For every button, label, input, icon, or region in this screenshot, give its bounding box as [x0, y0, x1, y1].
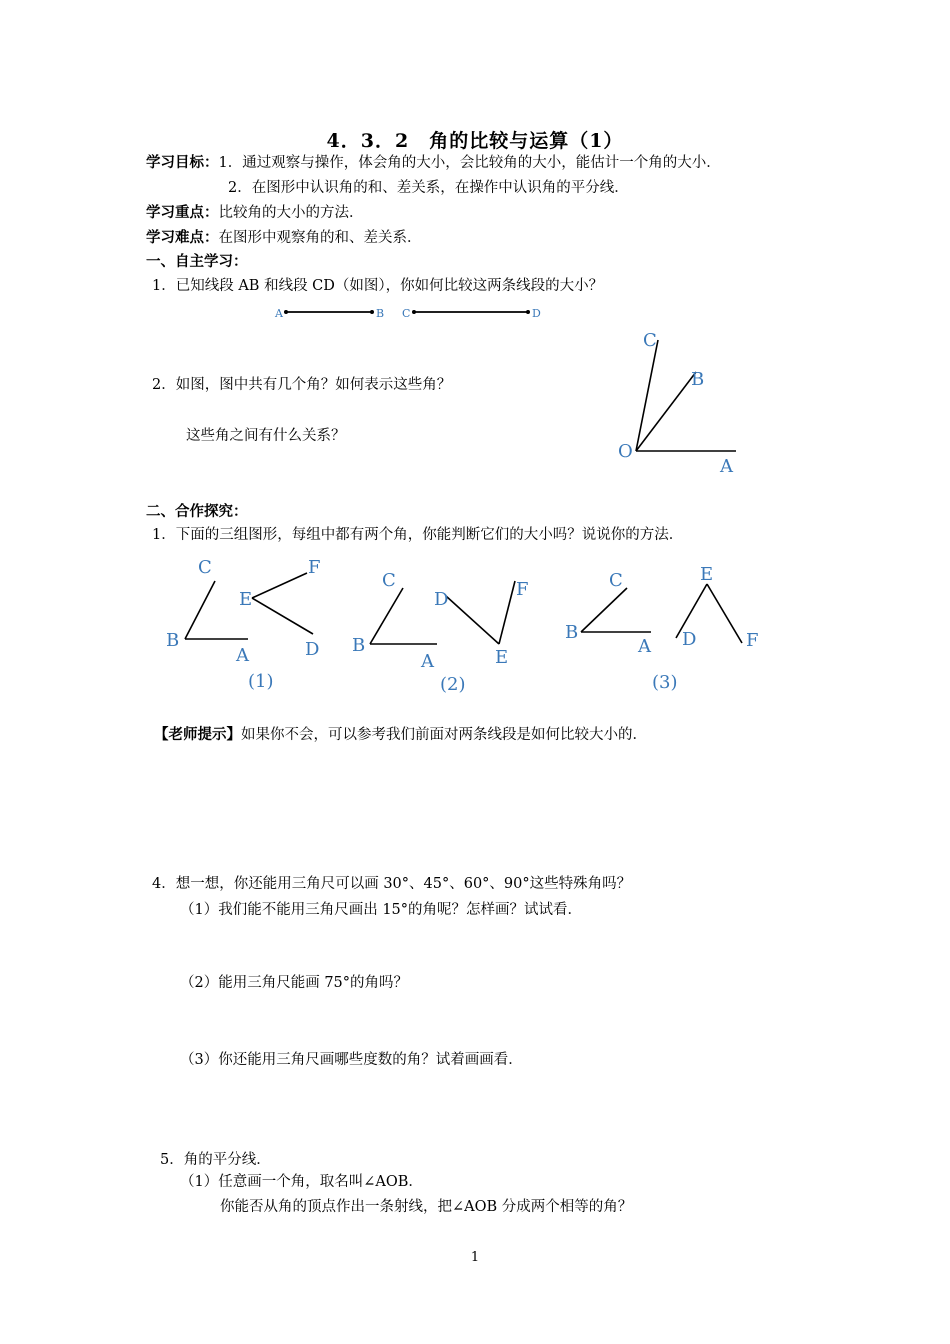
difficulty-text: 在图形中观察角的和、差关系． — [218, 230, 422, 246]
group1-label-e: E — [239, 589, 253, 610]
ray-oc — [636, 340, 658, 451]
angle-group-1 — [166, 557, 321, 692]
group3-label-c: C — [609, 570, 623, 591]
page-title: 4．3．2 角的比较与运算（1） — [326, 130, 624, 152]
group2-ray-ed — [446, 596, 499, 644]
group2-label-d: D — [434, 589, 449, 610]
difficulty-label: 学习难点： — [146, 229, 219, 246]
group1-ray-ef — [252, 573, 307, 598]
difficulty-line — [146, 228, 422, 248]
group2-caption: (2) — [440, 674, 466, 695]
rays-figure — [610, 322, 750, 478]
section2-q1: 1．下面的三组图形，每组中都有两个角，你能判断它们的大小吗？说说你的方法． — [152, 527, 684, 543]
group2-label-b: B — [352, 635, 366, 656]
segments-figure — [270, 300, 560, 326]
group1-caption: (1) — [248, 671, 274, 692]
teacher-tip-text: 如果你不会，可以参考我们前面对两条线段是如何比较大小的． — [241, 727, 647, 743]
point-d — [526, 310, 530, 314]
q4-sub2: （2）能用三角尺能画 75°的角吗？ — [180, 975, 409, 991]
section2-heading: 二、合作探究： — [146, 503, 248, 520]
angle-group-3 — [565, 564, 759, 693]
group2-label-a: A — [421, 651, 434, 672]
key-point-line — [146, 203, 364, 223]
group1-label-c: C — [198, 557, 212, 578]
section1-heading: 一、自主学习： — [146, 253, 248, 270]
point-c — [412, 310, 416, 314]
point-b — [370, 310, 374, 314]
q4-sub3: （3）你还能用三角尺画哪些度数的角？试着画画看． — [180, 1052, 523, 1068]
angle-group-2 — [352, 570, 529, 695]
group3-label-a: A — [638, 636, 651, 657]
ray-label-c: C — [643, 330, 657, 351]
q4-sub1: （1）我们能不能用三角尺画出 15°的角呢？怎样画？试试看． — [180, 902, 583, 918]
segment-label-d: D — [532, 307, 541, 320]
objective-item-1: 1．通过观察与操作，体会角的大小，会比较角的大小，能估计一个角的大小． — [218, 155, 721, 171]
group3-ray-bc — [581, 588, 627, 632]
group1-ray-bc — [185, 581, 215, 639]
objectives-line-1 — [146, 153, 721, 173]
page-number: 1 — [470, 1250, 480, 1265]
q4-text: 4．想一想，你还能用三角尺可以画 30°、45°、60°、90°这些特殊角吗？ — [152, 876, 632, 892]
group1-ray-ed — [252, 598, 313, 634]
segment-label-c: C — [402, 307, 411, 320]
q5-sub1: （1）任意画一个角，取名叫∠AOB． — [180, 1174, 423, 1190]
point-a — [284, 310, 288, 314]
group3-caption: (3) — [652, 672, 678, 693]
group2-ray-ef — [499, 581, 515, 644]
group3-label-e: E — [700, 564, 714, 585]
section1-q2-followup: 这些角之间有什么关系？ — [186, 428, 346, 444]
segment-label-b: B — [376, 307, 385, 320]
group2-label-f: F — [516, 579, 529, 600]
angle-groups-figure — [155, 552, 775, 697]
ray-label-a: A — [720, 456, 733, 477]
group1-label-b: B — [166, 630, 180, 651]
ray-label-b: B — [691, 369, 705, 390]
teacher-tip — [154, 725, 647, 745]
group2-ray-bc — [370, 588, 403, 644]
group2-label-c: C — [382, 570, 396, 591]
teacher-tip-label: 【老师提示】 — [154, 726, 241, 743]
group1-label-f: F — [308, 557, 321, 578]
section1-q1: 1．已知线段 AB 和线段 CD（如图），你如何比较这两条线段的大小？ — [152, 278, 604, 294]
ray-ob — [636, 372, 696, 451]
group3-label-b: B — [565, 622, 579, 643]
q5-text: 5．角的平分线． — [160, 1152, 271, 1168]
key-point-label: 学习重点： — [146, 204, 219, 221]
section1-q2: 2．如图，图中共有几个角？如何表示这些角？ — [152, 377, 452, 393]
key-point-text: 比较角的大小的方法． — [218, 205, 364, 221]
group1-label-d: D — [305, 639, 320, 660]
group3-label-d: D — [682, 629, 697, 650]
segment-label-a: A — [275, 307, 283, 320]
group2-label-e: E — [495, 647, 509, 668]
group3-ray-ef — [707, 584, 742, 643]
group1-label-a: A — [236, 645, 249, 666]
group3-label-f: F — [746, 630, 759, 651]
q5-sub1-followup: 你能否从角的顶点作出一条射线，把∠AOB 分成两个相等的角？ — [220, 1199, 633, 1215]
ray-label-o: O — [618, 441, 633, 462]
objectives-label: 学习目标： — [146, 154, 219, 171]
objective-item-2: 2．在图形中认识角的和、差关系，在操作中认识角的平分线． — [228, 180, 629, 196]
